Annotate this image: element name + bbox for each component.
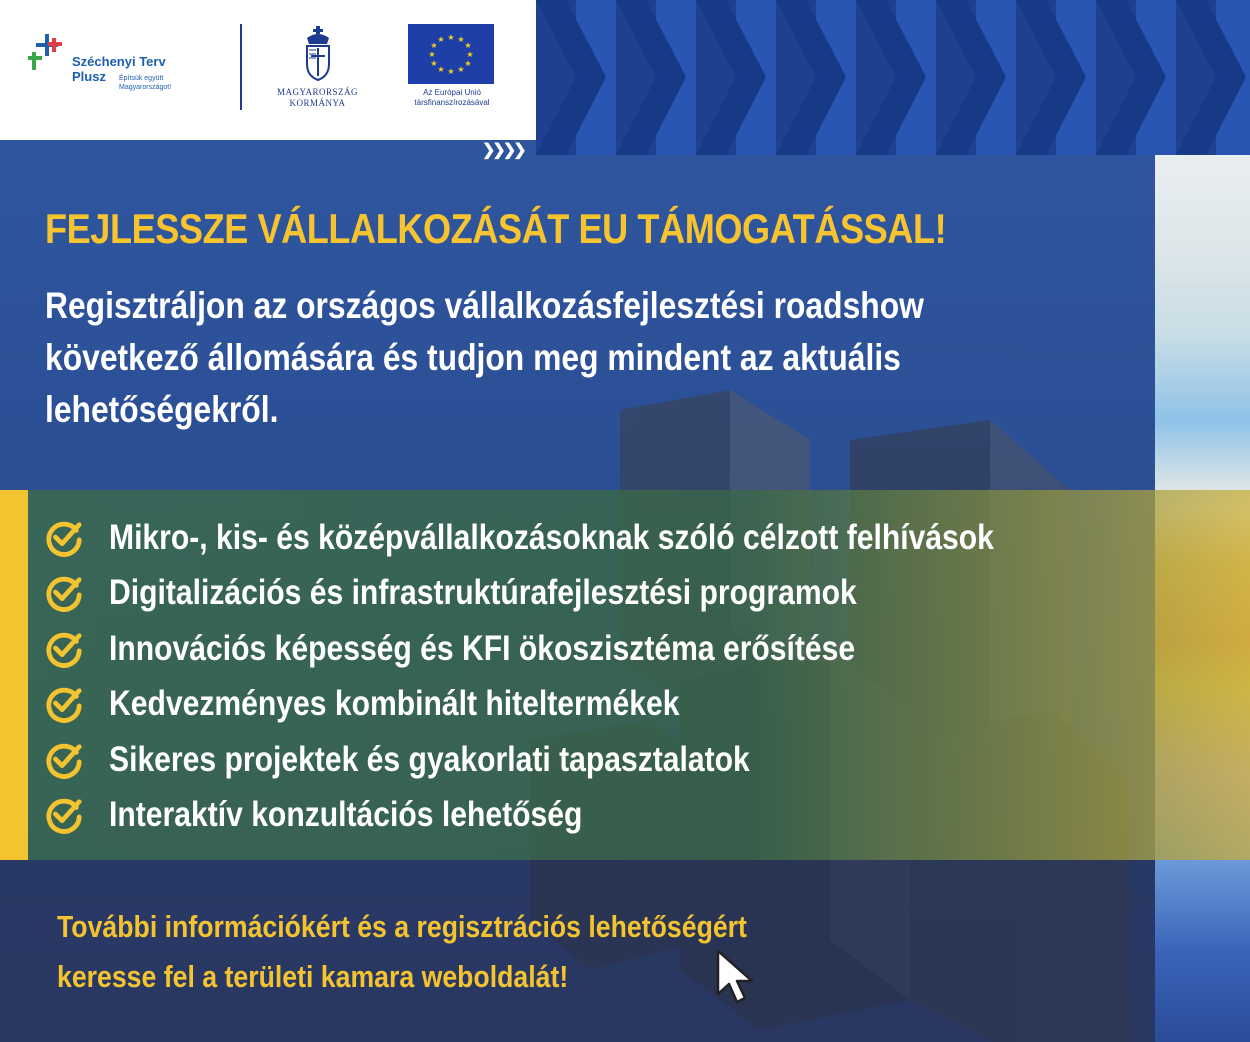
- government-line1: MAGYARORSZÁG: [276, 87, 358, 97]
- eu-caption-line1: Az Európai Unió: [423, 88, 481, 97]
- svg-text:★: ★: [430, 41, 438, 50]
- szechenyi-tagline: [119, 74, 171, 92]
- svg-text:★: ★: [430, 59, 438, 68]
- eu-caption-line2: társfinanszírozásával: [414, 98, 490, 107]
- svg-text:★: ★: [428, 50, 436, 59]
- page-title: FEJLESSZE VÁLLALKOZÁSÁT EU TÁMOGATÁSSAL!: [45, 205, 947, 252]
- feature-text: Innovációs képesség és KFI ökoszisztéma erősítése: [109, 628, 856, 668]
- szechenyi-tagline-line2: Magyarországot!: [119, 84, 172, 91]
- svg-text:★: ★: [447, 33, 455, 42]
- list-item: [45, 510, 1138, 566]
- feature-text: Digitalizációs és infrastruktúrafejlesztési programok: [109, 573, 857, 613]
- eu-caption: [402, 88, 502, 108]
- svg-text:★: ★: [464, 59, 472, 68]
- list-item: [45, 566, 1138, 622]
- mouse-cursor-icon: [715, 948, 755, 1006]
- eu-flag-icon: [408, 24, 494, 84]
- check-circle-icon: [45, 630, 83, 668]
- small-chevrons-icon: ❯❯❯❯: [482, 142, 524, 159]
- szechenyi-title-line2: Plusz: [72, 69, 106, 84]
- svg-text:★: ★: [437, 35, 445, 44]
- logo-divider: [240, 24, 242, 110]
- footer-text: [57, 902, 747, 1002]
- svg-text:★: ★: [464, 41, 472, 50]
- footer-line2: keresse fel a területi kamara weboldalát!: [57, 959, 569, 994]
- svg-text:★: ★: [437, 65, 445, 74]
- svg-text:★: ★: [457, 65, 465, 74]
- chevron-pattern: [536, 0, 1250, 155]
- feature-text: Interaktív konzultációs lehetőség: [109, 795, 583, 835]
- check-circle-icon: [45, 519, 83, 557]
- hungarian-coat-of-arms-icon: [303, 26, 333, 82]
- check-circle-icon: [45, 685, 83, 723]
- szechenyi-plus-logo-icon: [26, 32, 70, 76]
- band-accent-bar: [0, 490, 28, 860]
- intro-text: Regisztráljon az országos vállalkozásfejlesztési roadshow következő állomására és tudjon meg mindent az aktuális lehetőségekről.: [45, 285, 924, 430]
- feature-text: Kedvezményes kombinált hiteltermékek: [109, 684, 680, 724]
- svg-text:★: ★: [457, 35, 465, 44]
- government-logo: [270, 26, 365, 109]
- feature-text: Sikeres projektek és gyakorlati tapasztalatok: [109, 739, 750, 779]
- list-item: [45, 788, 1138, 844]
- list-item: [45, 677, 1138, 733]
- svg-text:★: ★: [447, 67, 455, 76]
- government-line2: KORMÁNYA: [289, 98, 346, 108]
- list-item: [45, 732, 1138, 788]
- logo-strip: [0, 0, 536, 140]
- check-circle-icon: [45, 574, 83, 612]
- szechenyi-tagline-line1: Építsük együtt: [119, 75, 164, 82]
- footer-line1: További információkért és a regisztrációs lehetőségért: [57, 909, 747, 944]
- svg-text:★: ★: [466, 50, 474, 59]
- feature-text: Mikro-, kis- és középvállalkozásoknak szóló célzott felhívások: [109, 517, 994, 557]
- list-item: [45, 621, 1138, 677]
- szechenyi-title-line1: Széchenyi Terv: [72, 54, 166, 69]
- check-circle-icon: [45, 741, 83, 779]
- feature-list: [45, 510, 1138, 843]
- check-circle-icon: [45, 796, 83, 834]
